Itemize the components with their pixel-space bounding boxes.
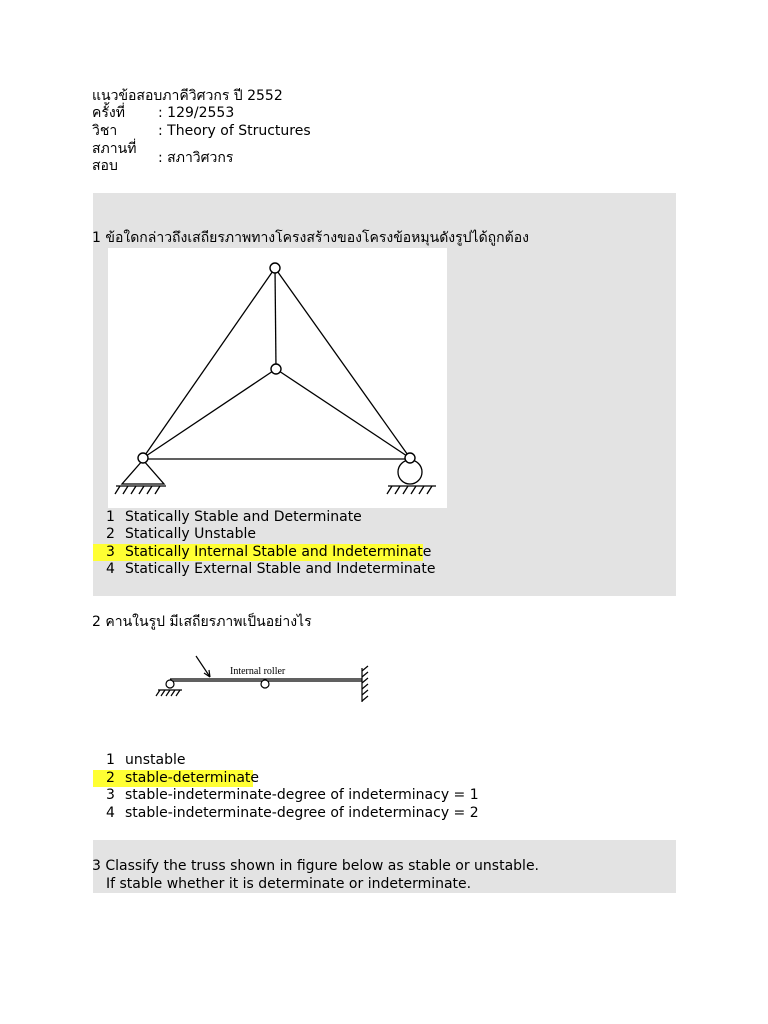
venue-label-line2: สอบ [92,158,118,174]
truss-member-vertical [275,268,276,369]
session-row [92,105,234,122]
truss-joint-right [405,453,415,463]
truss-figure [108,248,447,508]
subject-value: : Theory of Structures [158,123,311,139]
truss-diagram [108,248,447,508]
question-2-number: 2 [92,614,101,630]
venue-label-line1: สภานที่ [92,141,137,157]
truss-member-inner-right [276,369,410,458]
question-2-text [92,614,312,631]
session-value: : 129/2553 [158,105,235,121]
subject-row [92,123,311,140]
question-2-prompt: คานในรูป มีเสถียรภาพเป็นอย่างไร [105,614,312,630]
subject-label: วิชา [92,123,118,139]
question-3-number: 3 [92,858,101,874]
load-arrow [196,656,210,677]
question-1-prompt: ข้อใดกล่าวถึงเสถียรภาพทางโครงสร้างของโครงข้อหมุนดังรูปได้ถูกต้อง [105,230,529,246]
internal-roller-label: Internal roller [230,666,286,677]
truss-member-right [275,268,410,458]
question-1-number: 1 [92,230,101,246]
truss-joint-left [138,453,148,463]
truss-joint-center [271,364,281,374]
question-3-prompt-line2: If stable whether it is determinate or indeterminate. [106,876,472,892]
venue-value: : สภาวิศวกร [158,150,234,166]
truss-member-left [143,268,275,458]
page-title: แนวข้อสอบภาคีวิศวกร ปี 2552 [92,88,283,104]
beam-diagram [150,652,380,707]
left-roller [166,680,174,688]
question-3-prompt-line1: Classify the truss shown in figure below as stable or unstable. [105,858,540,874]
session-label: ครั้งที่ [92,105,125,121]
beam-figure [150,652,380,707]
question-1-text [92,230,529,247]
truss-member-inner-left [143,369,276,458]
truss-joint-top [270,263,280,273]
internal-roller [261,680,269,688]
question-3-text [92,858,539,875]
